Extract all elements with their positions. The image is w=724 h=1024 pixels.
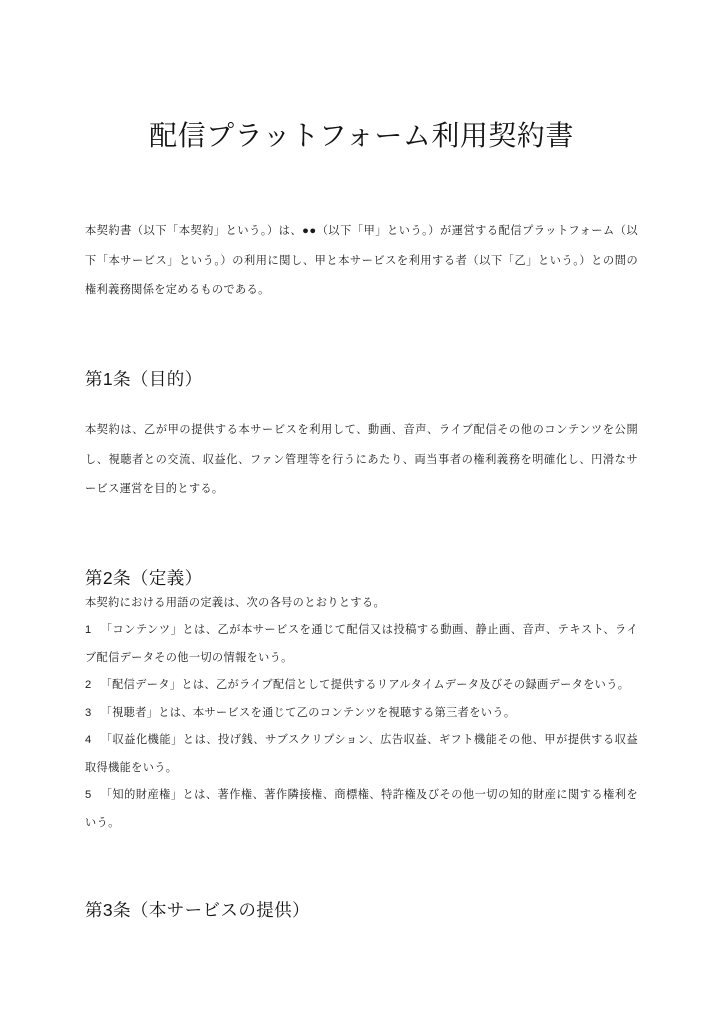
section-heading-article-1: 第1条（目的） bbox=[85, 368, 203, 389]
page-title: 配信プラットフォーム利用契約書 bbox=[149, 120, 574, 151]
list-item-text: 「収益化機能」とは、投げ銭、サブスクリプション、広告収益、ギフト機能その他、甲が提供する収益取得機能をいう。 bbox=[85, 734, 638, 774]
list-item-text: 「コンテンツ」とは、乙が本サービスを通じて配信又は投稿する動画、静止画、音声、テキスト、ライブ配信データその他一切の情報をいう。 bbox=[85, 624, 638, 664]
section-article-3 bbox=[85, 899, 638, 922]
list-item-text: 「視聴者」とは、本サービスを通じて乙のコンテンツを視聴する第三者をいう。 bbox=[100, 706, 516, 719]
section-heading-article-2: 第2条（定義） bbox=[85, 567, 203, 588]
section-body-article-1: 本契約は、乙が甲の提供する本サービスを利用して、動画、音声、ライブ配信その他のコンテンツを公開し、視聴者との交流、収益化、ファン管理等を行うにあたり、両当事者の権利義務を明確化し、円滑なサービス運営を目的とする。 bbox=[85, 424, 638, 496]
document-content bbox=[85, 0, 638, 922]
list-item-number: 5 bbox=[85, 789, 92, 801]
list-item bbox=[85, 727, 638, 782]
list-item-text: 「知的財産権」とは、著作権、著作隣接権、商標権、特許権及びその他一切の知的財産に関する権利をいう。 bbox=[85, 789, 638, 829]
definitions-lead-line: 本契約における用語の定義は、次の各号のとおりとする。 bbox=[85, 596, 385, 609]
list-item-number: 3 bbox=[85, 706, 92, 719]
definitions-list bbox=[85, 617, 638, 837]
list-item bbox=[85, 700, 638, 728]
list-item bbox=[85, 672, 638, 700]
list-item bbox=[85, 782, 638, 837]
section-heading-article-3: 第3条（本サービスの提供） bbox=[85, 900, 310, 920]
section-article-2 bbox=[85, 567, 638, 837]
list-item-number: 2 bbox=[85, 679, 92, 691]
list-item bbox=[85, 617, 638, 672]
preamble-paragraph: 本契約書（以下「本契約」という。）は、●●（以下「甲」という。）が運営する配信プラットフォーム（以下「本サービス」という。）の利用に関し、甲と本サービスを利用する者（以下「乙」という。）との間の権利義務関係を定めるものである。 bbox=[85, 225, 638, 296]
list-item-number: 4 bbox=[85, 734, 92, 746]
section-article-1 bbox=[85, 368, 638, 505]
list-item-number: 1 bbox=[85, 624, 92, 636]
list-item-text: 「配信データ」とは、乙がライブ配信として提供するリアルタイムデータ及びその録画データをいう。 bbox=[100, 679, 630, 691]
